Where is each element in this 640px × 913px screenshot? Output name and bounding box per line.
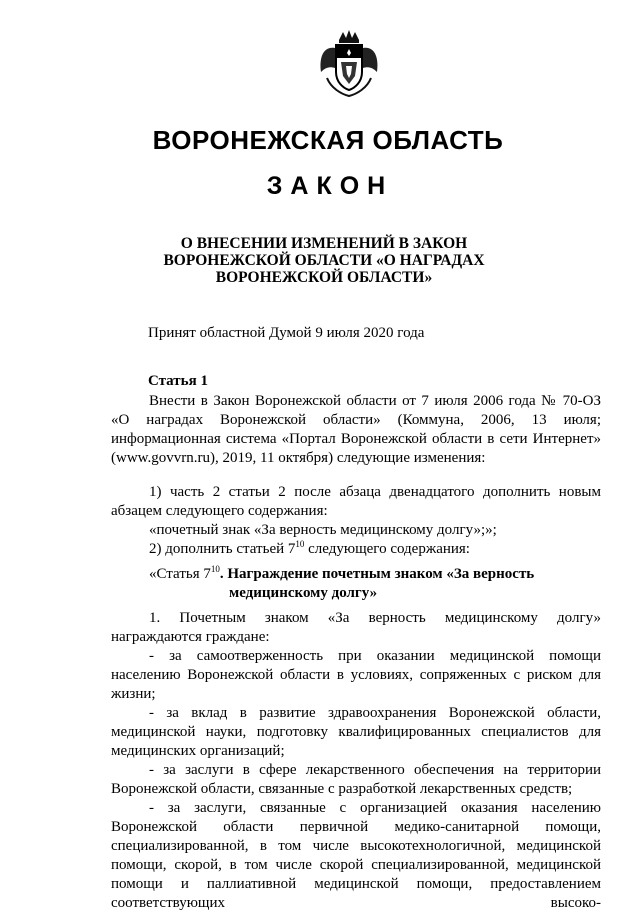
heading-line-3: ВОРОНЕЖСКОЙ ОБЛАСТИ» — [215, 269, 433, 286]
heading-line-1: О ВНЕСЕНИИ ИЗМЕНЕНИЙ В ЗАКОН — [180, 235, 468, 252]
paragraph-4: - за заслуги в сфере лекарственного обеспечения на территории Воронежской области, связанные с разработкой лекарственных средств; — [111, 762, 601, 797]
amendment-item-2-tail: следующего содержания: — [304, 541, 470, 557]
heading-line-2: ВОРОНЕЖСКОЙ ОБЛАСТИ «О НАГРАДАХ — [163, 252, 485, 269]
new-article-heading: «Статья $7^{10}$. Награждение почетным знаком «За верность — [149, 564, 535, 582]
amendment-item-2-text: 2) дополнить статьей 7 — [149, 541, 296, 557]
adoption-date: Принят областной Думой 9 июля 2020 года — [148, 325, 425, 341]
document-type: ЗАКОН — [266, 172, 394, 200]
document-heading — [4, 235, 640, 286]
article-1-title: Статья 1 — [148, 373, 208, 389]
region-title: ВОРОНЕЖСКАЯ ОБЛАСТЬ — [152, 125, 504, 155]
coat-of-arms-icon — [313, 28, 385, 100]
new-article-label: «Статья 7 — [149, 566, 211, 582]
amendment-item-1: 1) часть 2 статьи 2 после абзаца двенадцатого дополнить новым абзацем следующего содержания: — [111, 484, 601, 519]
amendment-item-1-quote: «почетный знак «За верность медицинскому долгу»;»; — [149, 522, 497, 538]
document-body — [111, 392, 601, 913]
paragraph-3: - за вклад в развитие здравоохранения Воронежской области, медицинской науки, подготовку квалифицированных специалистов для медицинских организаций; — [111, 705, 601, 759]
amendment-item-2 — [111, 540, 601, 559]
paragraph-5: - за заслуги, связанные с организацией оказания населению Воронежской области первичной медико-санитарной помощи, специализированной, в том числе высокотехнологичной, медицинской помощи, скорой, в том числе скорой специализированной, медицинской помощи и паллиативной медицинской помощи, предоставлением соответствующих высоко- — [111, 800, 601, 911]
new-article-title-2: медицинскому долгу» — [229, 585, 378, 601]
new-article-title-1: Награждение почетным знаком «За верность — [227, 566, 535, 582]
paragraph-2: - за самоотверженность при оказании медицинской помощи населению Воронежской области в условиях, сопряженных с риском для жизни; — [111, 648, 601, 702]
paragraph-1: 1. Почетным знаком «За верность медицинскому долгу» награждаются граждане: — [111, 610, 601, 645]
article-1-intro: Внести в Закон Воронежской области от 7 июля 2006 года № 70-ОЗ «О наградах Воронежской области» (Коммуна, 2006, 13 июля; информационная система «Портал Воронежской области в сети Интернет» (www.govvrn.ru), 2019, 11 октября) следующие изменения: — [111, 393, 601, 466]
amendment-item-2-sup: 10 — [295, 539, 305, 549]
new-article-sup: 10 — [210, 564, 220, 574]
